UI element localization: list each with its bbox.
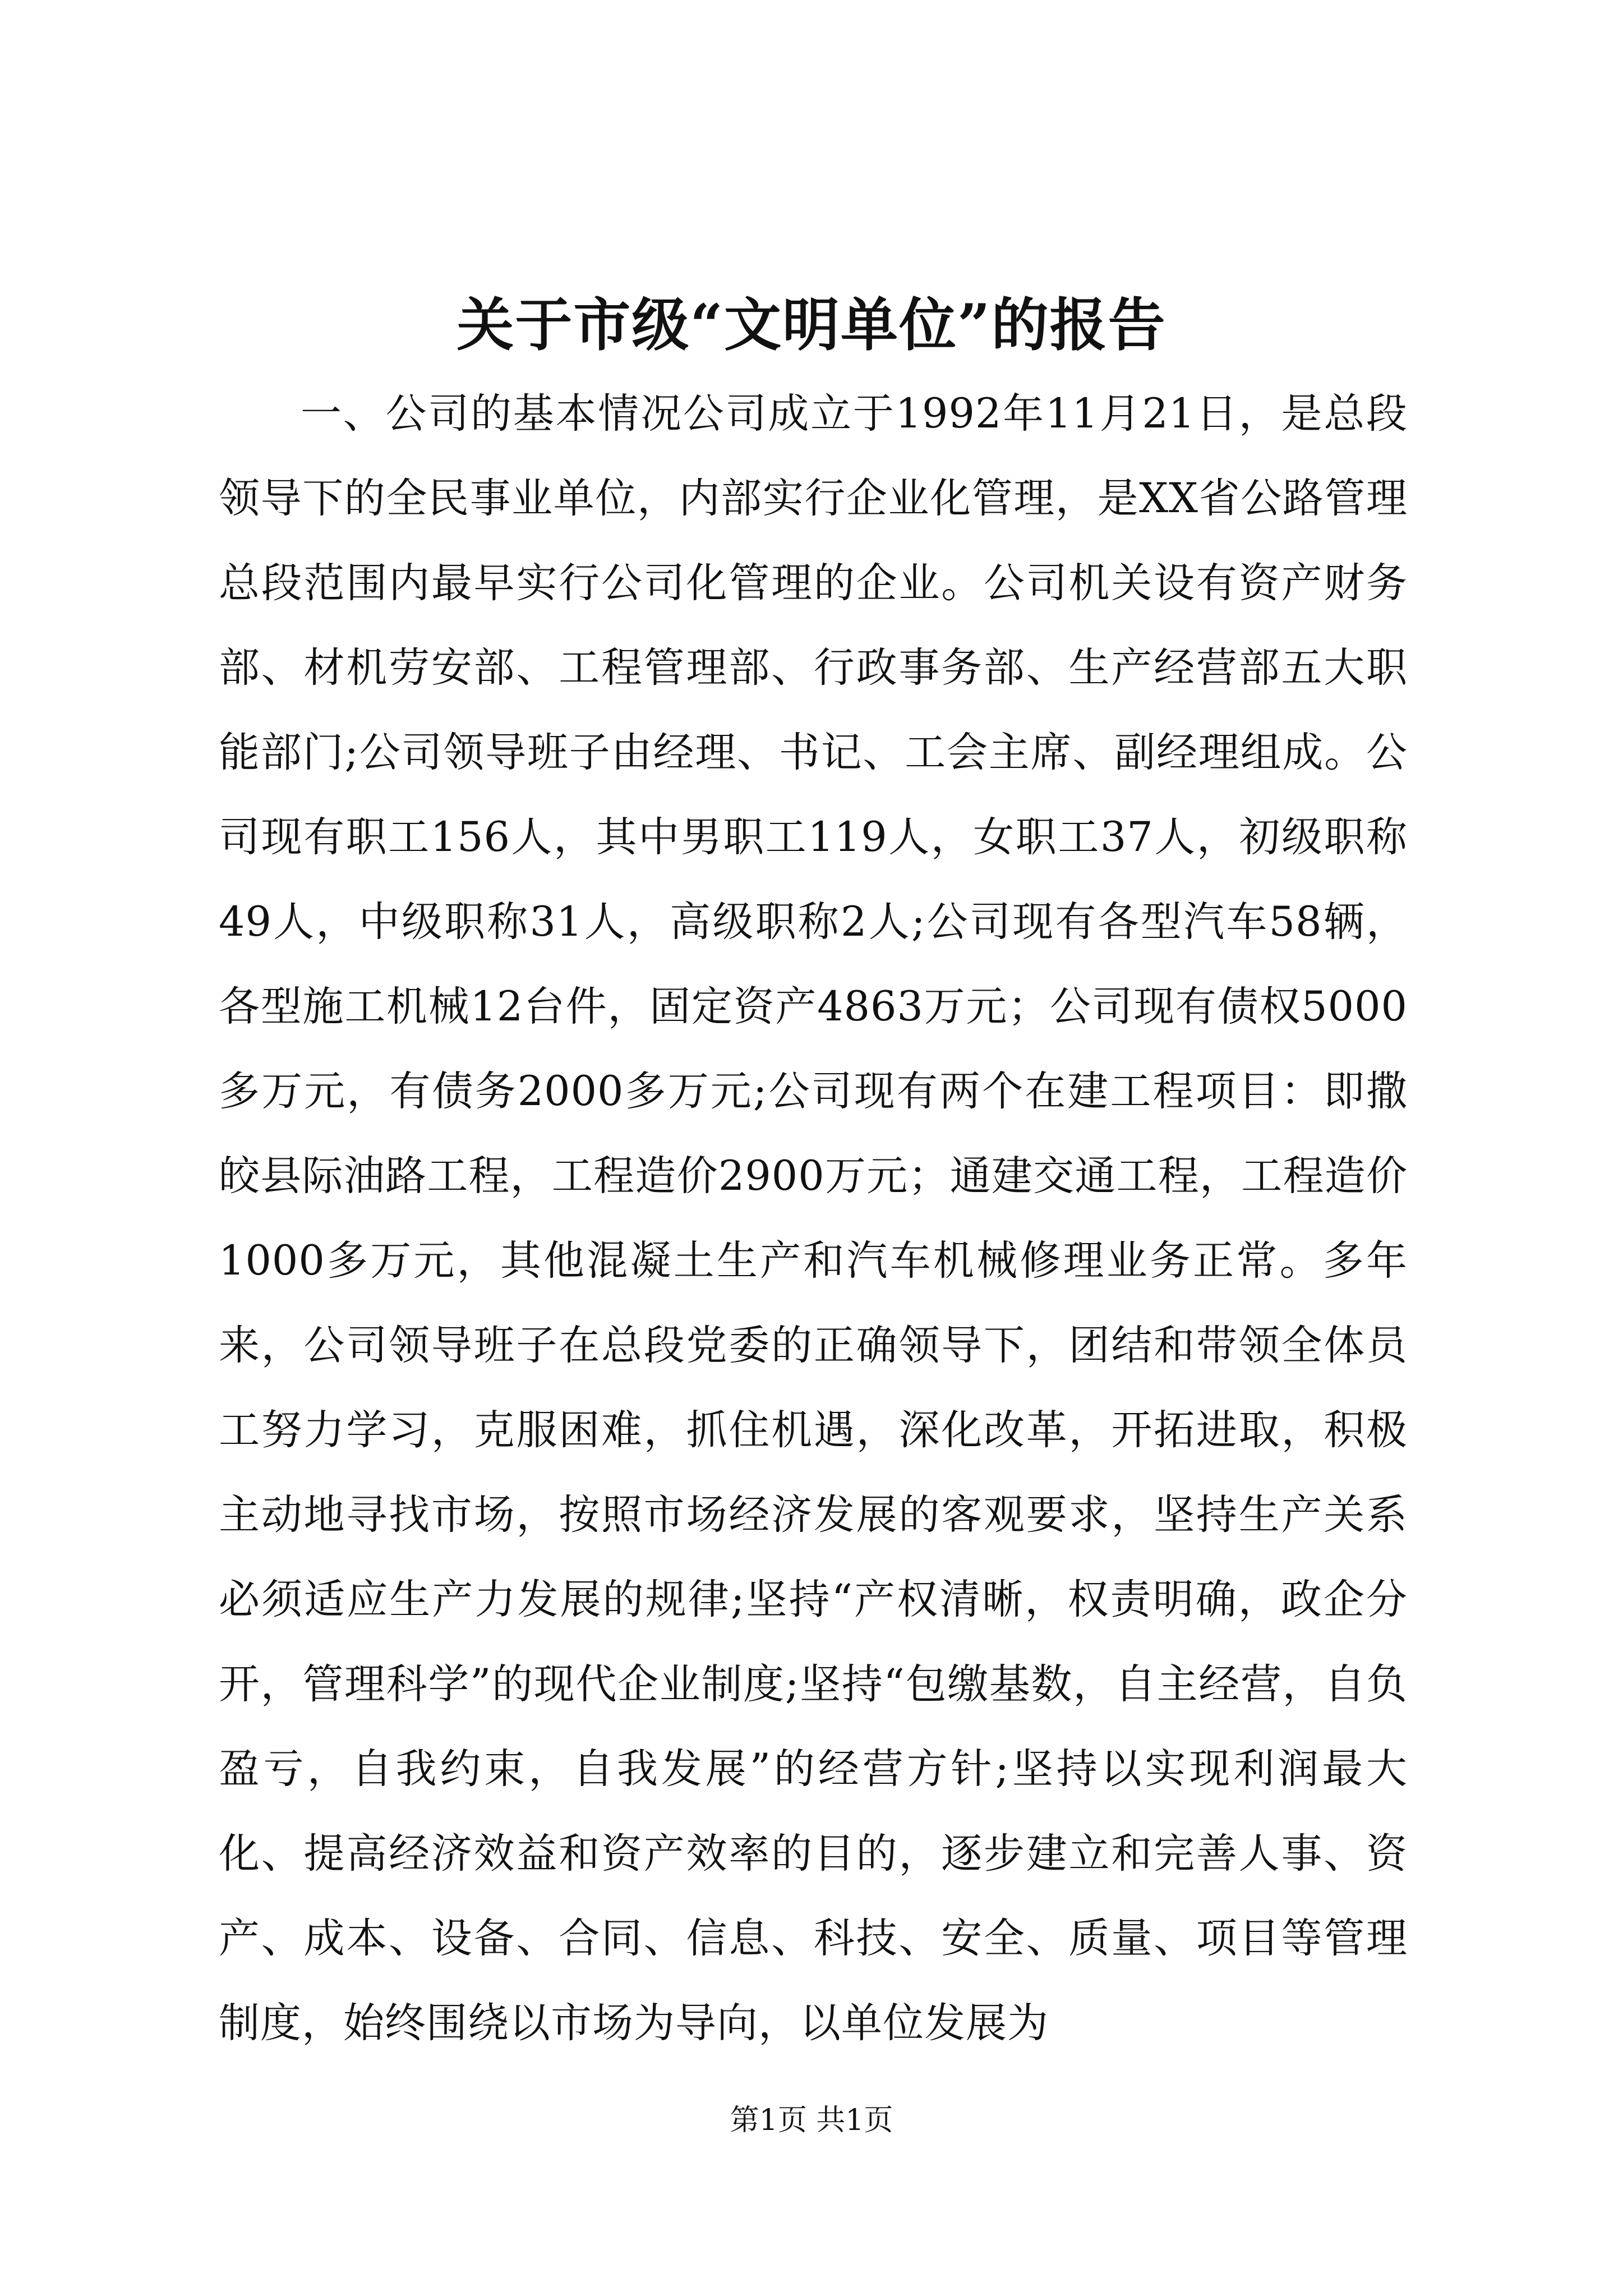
page-number-footer: 第1页 共1页 [730, 2104, 893, 2137]
body-paragraph: 一、公司的基本情况公司成立于1992年11月21日，是总段领导下的全民事业单位，内部实行企业化管理，是XX省公路管理总段范围内最早实行公司化管理的企业。公司机关设有资产财务部、材机劳安部、工程管理部、行政事务部、生产经营部五大职能部门;公司领导班子由经理、书记、工会主席、副经理组成。公司现有职工156人，其中男职工119人，女职工37人，初级职称49人，中级职称31人，高级职称2人;公司现有各型汽车58辆，各型施工机械12台件，固定资产4863万元；公司现有债权5000多万元，有债务2000多万元;公司现有两个在建工程项目：即撒皎县际油路工程，工程造价2900万元；通建交通工程，工程造价1000多万元，其他混凝土生产和汽车机械修理业务正常。多年来，公司领导班子在总段党委的正确领导下，团结和带领全体员工努力学习，克服困难，抓住机遇，深化改革，开拓进取，积极主动地寻找市场，按照市场经济发展的客观要求，坚持生产关系必须适应生产力发展的规律;坚持“产权清晰，权责明确，政企分开，管理科学”的现代企业制度;坚持“包缴基数，自主经营，自负盈亏，自我约束，自我发展”的经营方针;坚持以实现利润最大化、提高经济效益和资产效率的目的，逐步建立和完善人事、资产、成本、设备、合同、信息、科技、安全、质量、项目等管理制度，始终围绕以市场为导向，以单位发展为 [219, 390, 1408, 2047]
document-title: 关于市级“文明单位”的报告 [457, 292, 1166, 359]
